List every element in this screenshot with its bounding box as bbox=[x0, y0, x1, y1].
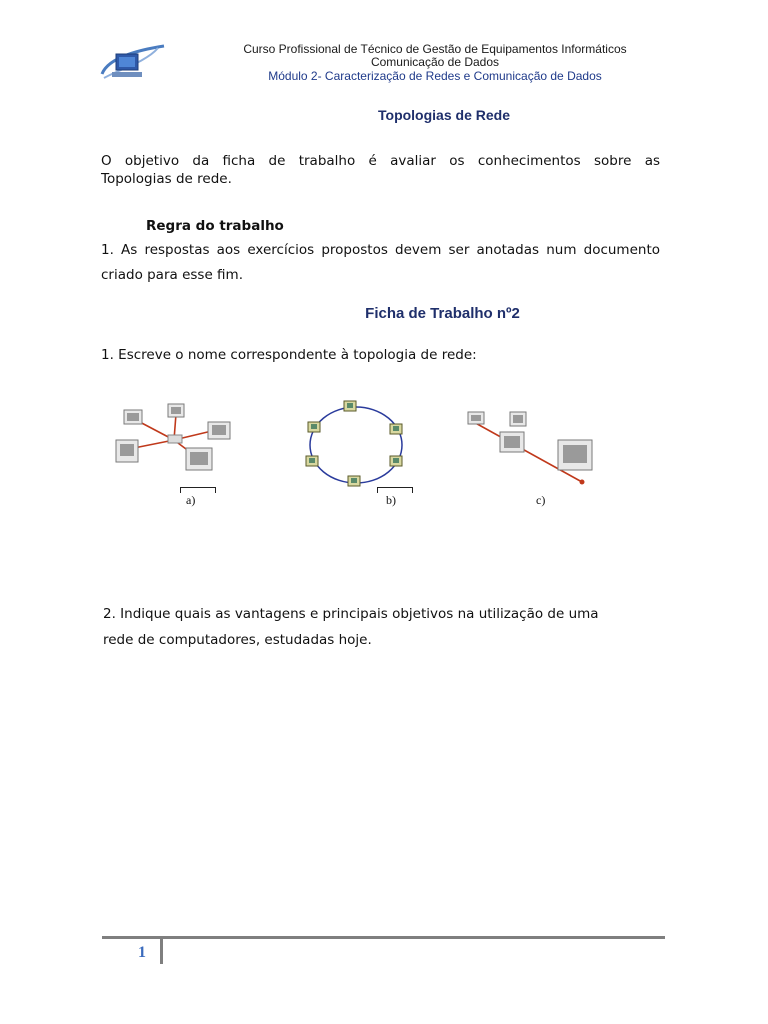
figure-caption-b: b) bbox=[386, 493, 396, 507]
rule-line-2: criado para esse fim. bbox=[101, 267, 243, 283]
bus-topology-figure bbox=[462, 404, 602, 488]
intro-line-1: O objetivo da ficha de trabalho é avaliar os conhecimentos sobre as bbox=[101, 153, 660, 169]
ring-topology-figure bbox=[300, 398, 412, 492]
header-module: Módulo 2- Caracterização de Redes e Comunicação de Dados bbox=[268, 69, 602, 83]
worksheet-title: Ficha de Trabalho nº2 bbox=[365, 305, 520, 322]
question-1: 1. Escreve o nome correspondente à topologia de rede: bbox=[101, 347, 477, 363]
footer-divider bbox=[160, 938, 163, 964]
header-course: Curso Profissional de Técnico de Gestão de Equipamentos Informáticos bbox=[243, 42, 627, 56]
star-topology-figure bbox=[108, 400, 246, 485]
header-subject: Comunicação de Dados bbox=[370, 55, 500, 69]
rule-line-1: 1. As respostas aos exercícios propostos devem ser anotadas num documento bbox=[101, 242, 660, 258]
figure-caption-a: a) bbox=[186, 493, 196, 507]
course-logo bbox=[98, 40, 170, 84]
footer-rule bbox=[102, 936, 665, 939]
page-number: 1 bbox=[138, 944, 146, 961]
intro-line-2: Topologias de rede. bbox=[101, 171, 232, 187]
rule-heading: Regra do trabalho bbox=[146, 218, 284, 234]
question-2-line-2: rede de computadores, estudadas hoje. bbox=[103, 632, 372, 648]
question-2-line-1: 2. Indique quais as vantagens e principais objetivos na utilização de uma bbox=[103, 606, 599, 622]
figure-caption-c: c) bbox=[536, 493, 546, 507]
page-title: Topologias de Rede bbox=[378, 107, 510, 123]
